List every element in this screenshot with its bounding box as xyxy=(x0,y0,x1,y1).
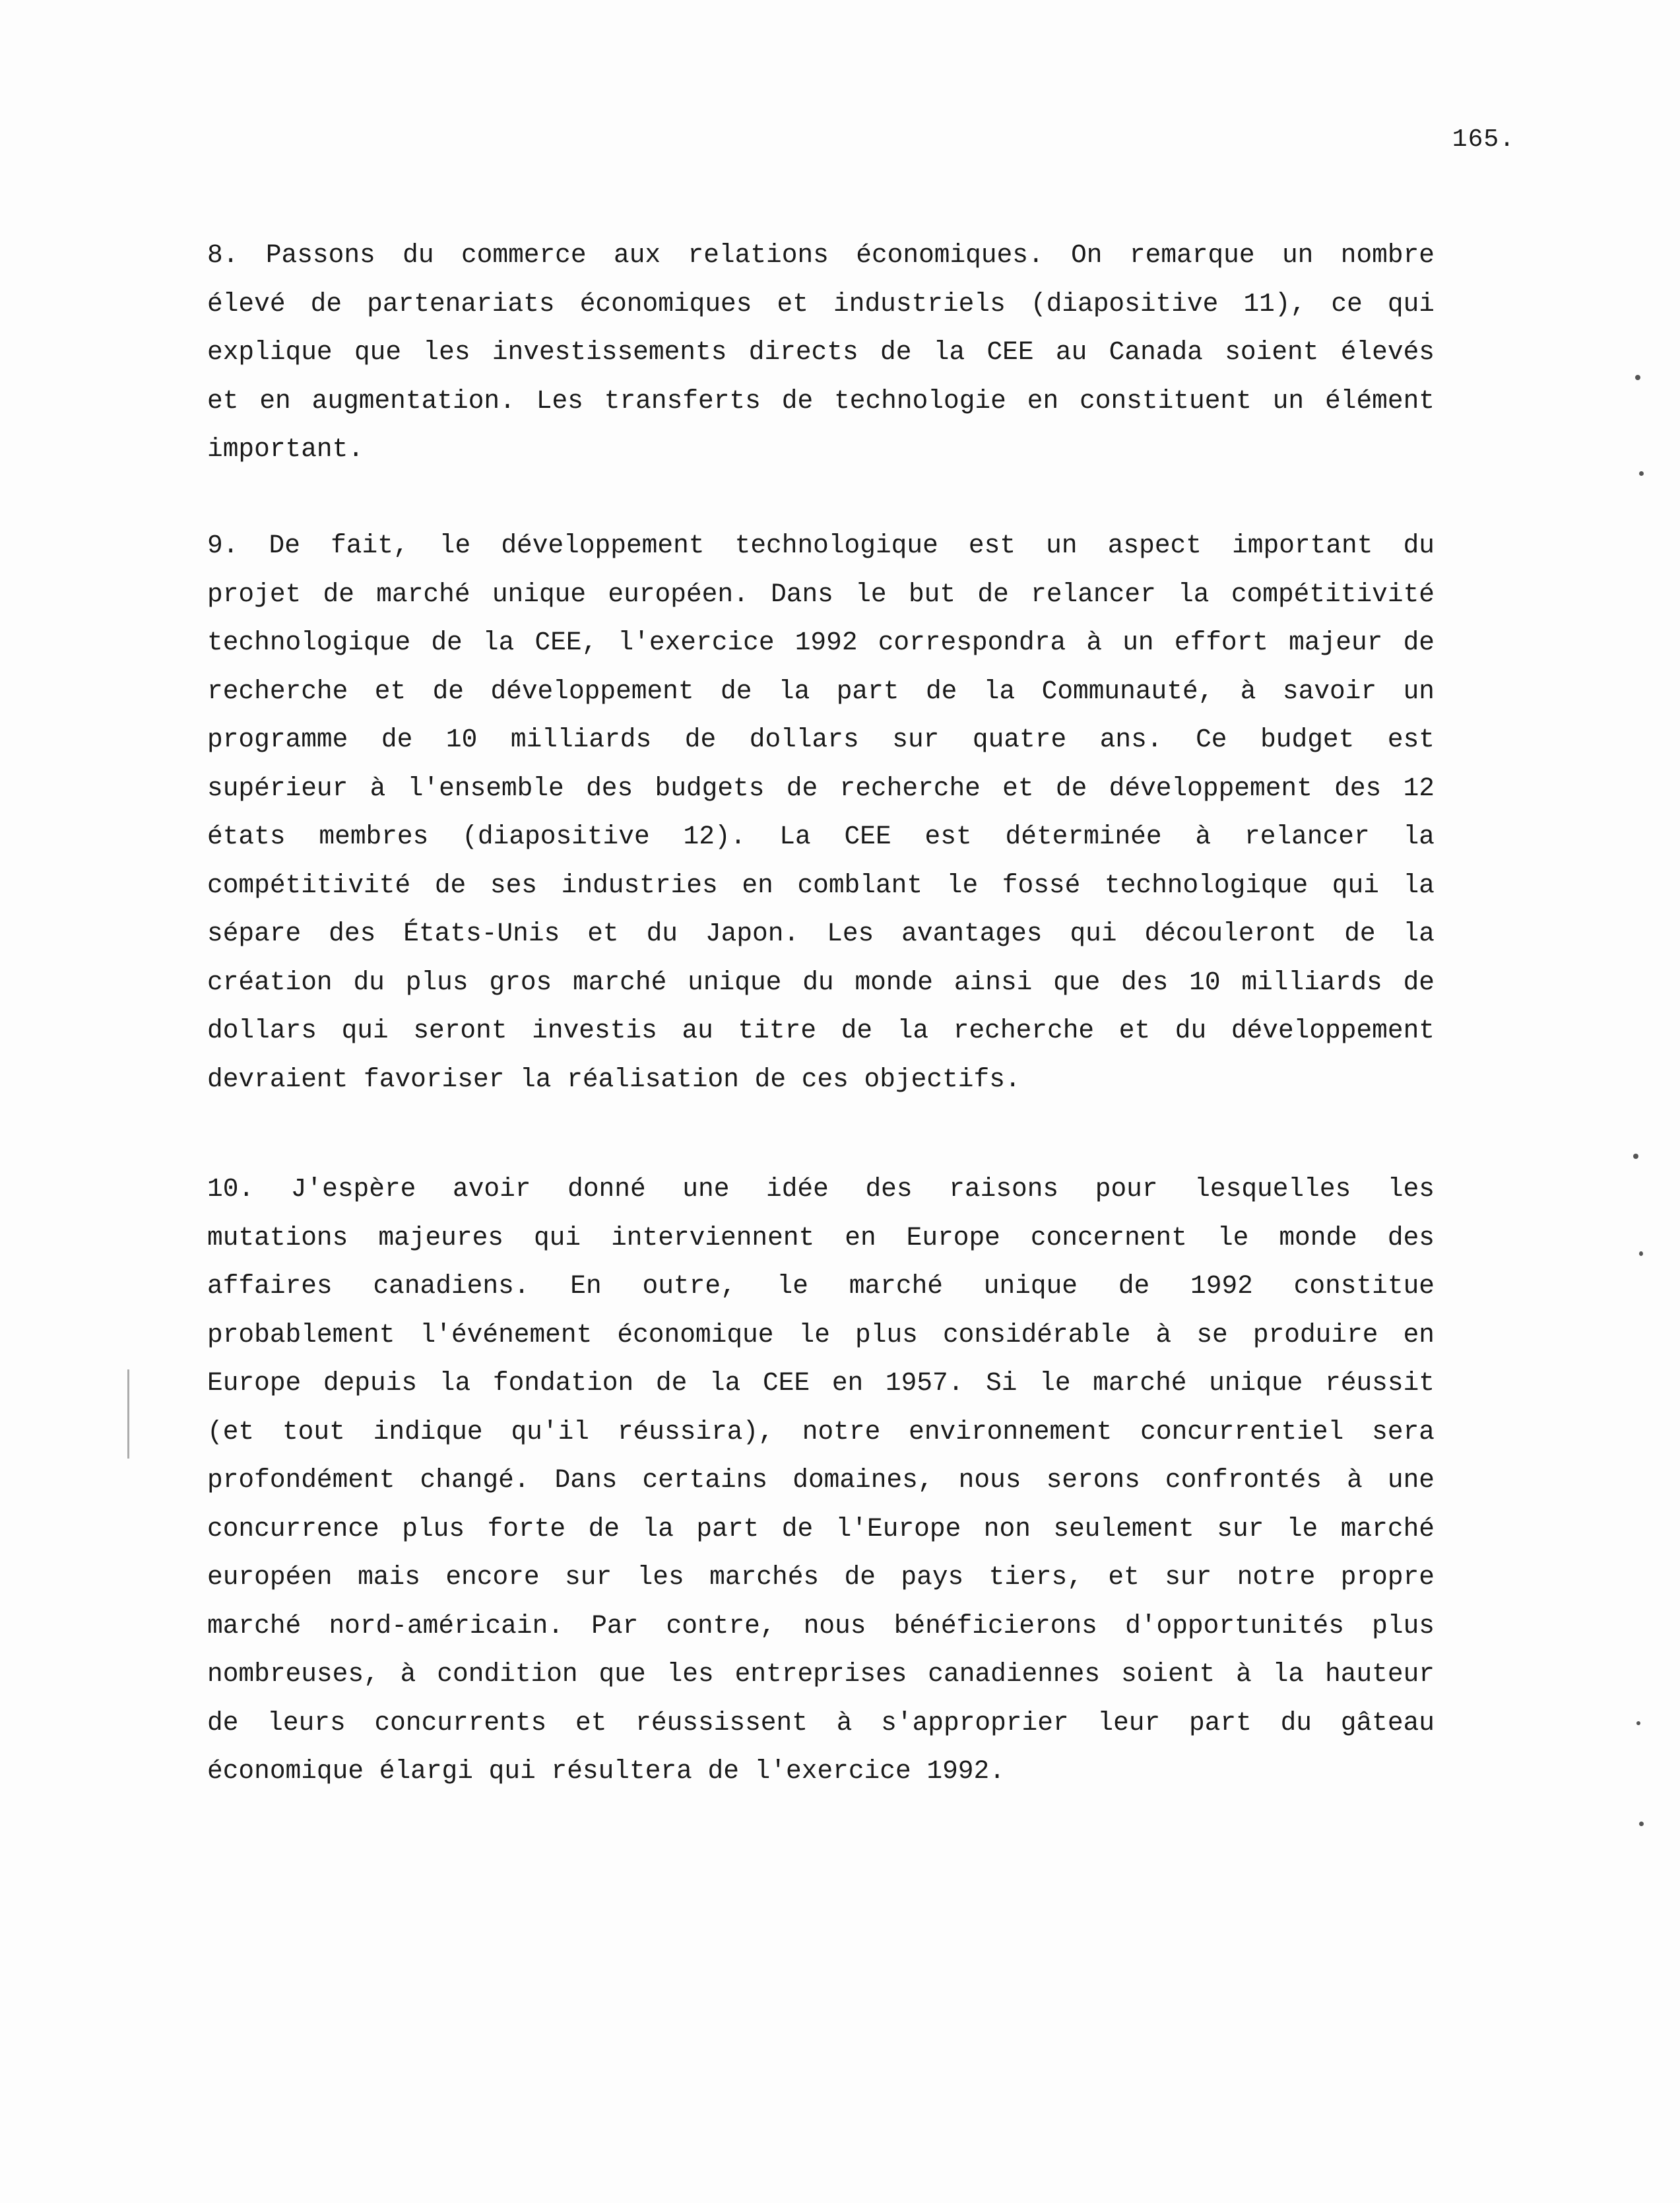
text-line: devraient favoriser la réalisation de ces objectifs. xyxy=(207,1064,1021,1094)
text-line: élevé de partenariats économiques et industriels (diapositive 11), ce qui xyxy=(207,288,1435,319)
text-line: (et tout indique qu'il réussira), notre environnement concurrentiel sera xyxy=(207,1416,1435,1447)
text-line: 10. J'espère avoir donné une idée des raisons pour lesquelles les xyxy=(207,1174,1435,1204)
scan-speck xyxy=(1639,1251,1643,1256)
text-line: projet de marché unique européen. Dans le but de relancer la compétitivité xyxy=(207,579,1435,609)
scan-speck xyxy=(1639,471,1644,476)
text-line: dollars qui seront investis au titre de la recherche et du développement xyxy=(207,1016,1435,1045)
text-line: nombreuses, à condition que les entreprises canadiennes soient à la hauteur xyxy=(207,1659,1435,1689)
margin-mark xyxy=(127,1369,129,1459)
text-line: sépare des États-Unis et du Japon. Les avantages qui découleront de la xyxy=(207,919,1435,948)
scan-speck xyxy=(1639,1822,1644,1826)
text-line: européen mais encore sur les marchés de pays tiers, et sur notre propre xyxy=(207,1562,1435,1592)
text-line: et en augmentation. Les transferts de technologie en constituent un élément xyxy=(207,385,1435,416)
text-line: technologique de la CEE, l'exercice 1992 correspondra à un effort majeur de xyxy=(207,628,1435,657)
text-line: probablement l'événement économique le plus considérable à se produire en xyxy=(207,1319,1435,1350)
text-line: concurrence plus forte de la part de l'Europe non seulement sur le marché xyxy=(207,1513,1435,1544)
page-number: 165. xyxy=(1452,125,1515,154)
text-line: affaires canadiens. En outre, le marché unique de 1992 constitue xyxy=(207,1271,1435,1301)
paragraph-8 xyxy=(207,231,1435,474)
text-line: création du plus gros marché unique du monde ainsi que des 10 milliards de xyxy=(207,967,1435,997)
text-line: marché nord-américain. Par contre, nous bénéficierons d'opportunités plus xyxy=(207,1610,1435,1641)
text-line: compétitivité de ses industries en comblant le fossé technologique qui la xyxy=(207,870,1435,900)
text-line: états membres (diapositive 12). La CEE est déterminée à relancer la xyxy=(207,822,1435,851)
text-line: supérieur à l'ensemble des budgets de recherche et de développement des 12 xyxy=(207,773,1435,803)
text-line: important. xyxy=(207,434,364,464)
text-line: économique élargi qui résultera de l'exercice 1992. xyxy=(207,1756,1005,1786)
scan-speck xyxy=(1636,1721,1640,1725)
text-line: mutations majeures qui interviennent en Europe concernent le monde des xyxy=(207,1222,1435,1253)
scan-speck xyxy=(1635,375,1640,380)
text-line: programme de 10 milliards de dollars sur quatre ans. Ce budget est xyxy=(207,725,1435,754)
scan-speck xyxy=(1633,1154,1638,1159)
paragraph-10 xyxy=(207,1165,1435,1796)
text-line: de leurs concurrents et réussissent à s'approprier leur part du gâteau xyxy=(207,1707,1435,1738)
text-line: 9. De fait, le développement technologique est un aspect important du xyxy=(207,531,1435,560)
text-line: explique que les investissements directs de la CEE au Canada soient élevés xyxy=(207,337,1435,367)
paragraph-9 xyxy=(207,521,1435,1103)
text-line: 8. Passons du commerce aux relations économiques. On remarque un nombre xyxy=(207,240,1435,270)
text-line: Europe depuis la fondation de la CEE en 1957. Si le marché unique réussit xyxy=(207,1368,1435,1398)
text-line: recherche et de développement de la part de la Communauté, à savoir un xyxy=(207,676,1435,706)
text-line: profondément changé. Dans certains domaines, nous serons confrontés à une xyxy=(207,1465,1435,1495)
